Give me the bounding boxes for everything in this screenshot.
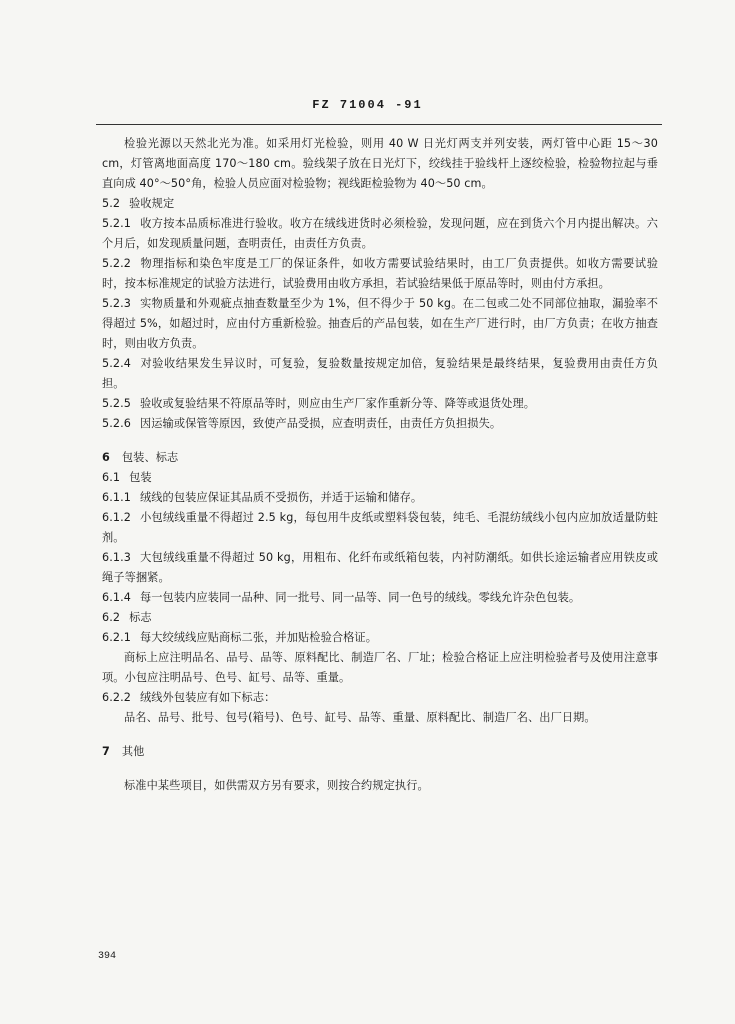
section-6-1: 6.1 包装: [102, 471, 152, 484]
clause-6-1-4: 6.1.4 每一包装内应装同一品种、同一批号、同一品等、同一色号的绒线。零线允许杂色包装。: [102, 591, 581, 604]
clause-5-2-3: 5.2.3 实物质量和外观疵点抽查数量至少为 1%，但不得少于 50 kg。在二包或二处不同部位抽取，漏验率不得超过 5%，如超过时，应由付方重新检验。抽查后的产品包装，如在生产厂进行时，由厂方负责；在收方抽查时，则由收方负责。: [102, 297, 658, 350]
header-rule: [96, 124, 662, 125]
clause-5-2-1: 5.2.1 收方按本品质标准进行验收。收方在绒线进货时必须检验，发现问题，应在到货六个月内提出解决。六个月后，如发现质量问题，查明责任，由责任方负责。: [102, 217, 658, 250]
section-7-heading: 7 其他: [102, 745, 145, 758]
clause-5-2-5: 5.2.5 验收或复验结果不符原品等时，则应由生产厂家作重新分等、降等或退货处理。: [102, 397, 536, 410]
clause-5-2-4: 5.2.4 对验收结果发生异议时，可复验，复验数量按规定加倍，复验结果是最终结果，复验费用由责任方负担。: [102, 357, 658, 390]
clause-6-2-2: 6.2.2 绒线外包装应有如下标志：: [102, 691, 276, 704]
clause-6-1-2: 6.1.2 小包绒线重量不得超过 2.5 kg，每包用牛皮纸或塑料袋包装，纯毛、毛混纺绒线小包内应加放适量防蛀剂。: [102, 511, 658, 544]
clause-6-2-1: 6.2.1 每大绞绒线应贴商标二张，并加贴检验合格证。: [102, 631, 378, 644]
clause-6-1-3: 6.1.3 大包绒线重量不得超过 50 kg，用粗布、化纤布或纸箱包装，内衬防潮纸。如供长途运输者应用铁皮或绳子等捆紧。: [102, 551, 658, 584]
section-6-heading: 6 包装、标志: [102, 451, 179, 464]
section-6-2: 6.2 标志: [102, 611, 152, 624]
section-7-text: 标准中某些项目，如供需双方另有要求，则按合约规定执行。: [124, 779, 429, 792]
clause-6-2-1-detail: 商标上应注明品名、品号、品等、原料配比、制造厂名、厂址；检验合格证上应注明检验者号及使用注意事项。小包应注明品号、色号、缸号、品等、重量。: [102, 651, 658, 684]
clause-6-1-1: 6.1.1 绒线的包装应保证其品质不受损伤，并适于运输和储存。: [102, 491, 423, 504]
page-number: 394: [98, 951, 117, 962]
clause-5-2-6: 5.2.6 因运输或保管等原因，致使产品受损，应查明责任，由责任方负担损失。: [102, 417, 502, 430]
document-body: [102, 134, 658, 796]
clause-6-2-2-detail: 品名、品号、批号、包号(箱号)、色号、缸号、品等、重量、原料配比、制造厂名、出厂日期。: [124, 711, 596, 724]
paragraph-light-source: 检验光源以天然北光为准。如采用灯光检验，则用 40 W 日光灯两支并列安装，两灯管中心距 15～30 cm，灯管离地面高度 170～180 cm。验线架子放在日光灯下，绞线挂于验线杆上逐绞检验，检验物拉起与垂直向成 40°～50°角，检验人员应面对检验物；视线距检验物为 40～50 cm。: [102, 137, 658, 190]
standard-code-header: FZ 71004 -91: [312, 98, 423, 112]
section-5-2: 5.2 验收规定: [102, 197, 175, 210]
clause-5-2-2: 5.2.2 物理指标和染色牢度是工厂的保证条件，如收方需要试验结果时，由工厂负责提供。如收方需要试验时，按本标准规定的试验方法进行，试验费用由收方承担，若试验结果低于原品等时，则由付方承担。: [102, 257, 658, 290]
